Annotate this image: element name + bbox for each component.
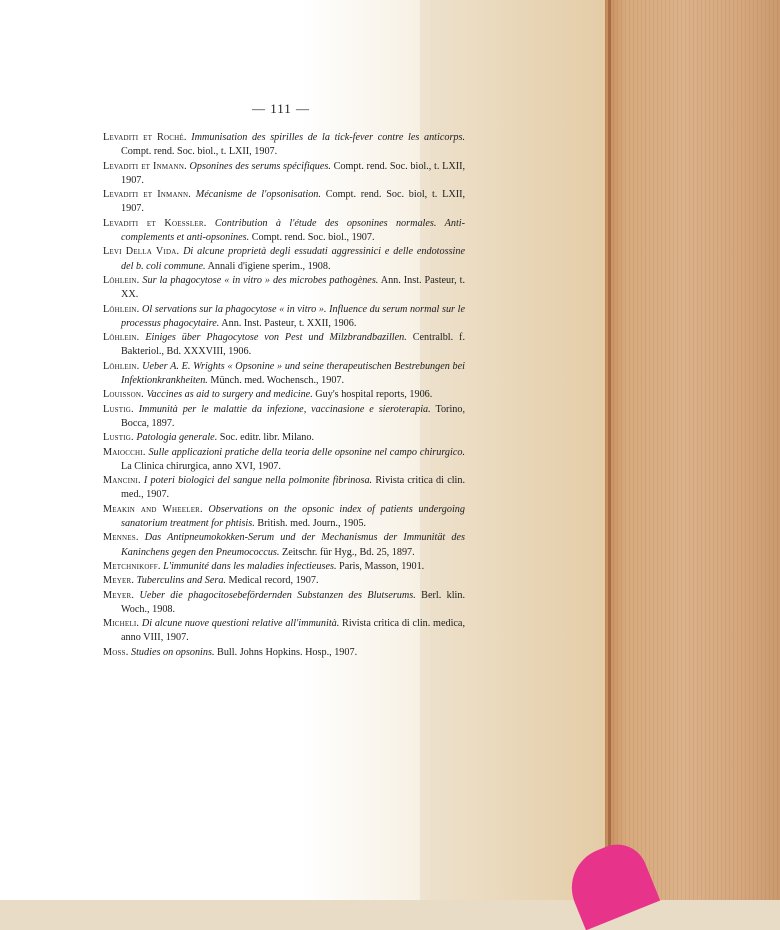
entry-source: Compt. rend. Soc. biol., t. LXII, 1907. xyxy=(121,160,466,186)
entry-title: Opsonines des serums spécifiques. xyxy=(189,160,331,172)
entry-source: Rivista critica di clin. medica, anno VIII, 1907. xyxy=(121,618,465,644)
entry-source: Rivista critica di clin. med., 1907. xyxy=(121,475,466,501)
entry-author: Louisson. xyxy=(103,389,144,401)
book-fore-edge xyxy=(605,0,780,900)
entry-author: Metchnikoff. xyxy=(103,560,161,572)
entry-author: Löhlein. xyxy=(103,332,140,344)
bibliography-entry xyxy=(103,245,465,274)
entry-source: Compt. rend. Soc. biol., t. LXII, 1907. xyxy=(121,146,278,158)
entry-source: Centralbl. f. Bakteriol., Bd. XXXVIII, 1906. xyxy=(121,332,465,358)
entry-title: Sulle applicazioni pratiche della teoria delle opsonine nel campo chirurgico. xyxy=(148,446,466,458)
entry-title: Das Antipneumokokken-Serum und der Mechanismus der Immunität des Kaninchens gegen den Pneumococcus. xyxy=(121,532,465,558)
entry-author: Maiocchi. xyxy=(103,446,146,458)
entry-source: Ann. Inst. Pasteur, t. XXII, 1906. xyxy=(221,317,357,329)
page-edge-line xyxy=(608,0,611,900)
entry-source: Berl. klin. Woch., 1908. xyxy=(121,589,466,615)
entry-title: L'immunité dans les maladies infectieuses. xyxy=(163,560,337,572)
entry-title: Sur la phagocytose « in vitro » des microbes pathogènes. xyxy=(142,274,379,286)
bibliography-entry xyxy=(103,617,465,646)
bibliography-entry xyxy=(103,303,465,332)
entry-title: Mécanisme de l'opsonisation. xyxy=(195,189,321,201)
entry-author: Levaditi et Inmann. xyxy=(103,160,187,172)
entry-author: Löhlein. xyxy=(103,274,140,286)
entry-author: Moss. xyxy=(103,646,129,658)
entry-source: Paris, Masson, 1901. xyxy=(339,560,425,572)
entry-source: Zeitschr. für Hyg., Bd. 25, 1897. xyxy=(281,546,415,558)
entry-source: Medical record, 1907. xyxy=(228,575,319,587)
entry-title: Immunisation des spirilles de la tick-fever contre les anticorps. xyxy=(191,132,466,143)
entry-source: Soc. editr. libr. Milano. xyxy=(219,432,315,444)
entry-title: Observations on the opsonic index of patients undergoing sanatorium treatment for phtisis. xyxy=(121,503,465,530)
entry-author: Micheli. xyxy=(103,618,140,630)
entry-title: I poteri biologici del sangue nella polmonite fibrinosa. xyxy=(143,475,373,487)
entry-author: Levaditi et Roché. xyxy=(103,132,187,143)
entry-author: Meakin and Wheeler. xyxy=(103,503,203,515)
entry-author: Mancini. xyxy=(103,475,141,487)
bibliography-list xyxy=(103,131,465,660)
bibliography-entry xyxy=(103,160,465,189)
entry-author: Levaditi et Inmann. xyxy=(103,189,191,201)
entry-title: Di alcune proprietà degli essudati aggressinici e delle endotossine del b. coli commune. xyxy=(121,246,465,272)
bibliography-entry xyxy=(103,360,465,389)
entry-author: Meyer. xyxy=(103,589,135,601)
entry-title: Contribution à l'étude des opsonines normales. Anti-complements et anti-opsonines. xyxy=(121,217,465,244)
bibliography-entry xyxy=(103,388,465,402)
entry-title: Einiges über Phagocytose von Pest und Milzbrandbazillen. xyxy=(145,332,407,344)
entry-source: Torino, Bocca, 1897. xyxy=(121,403,466,429)
bibliography-entry xyxy=(103,531,465,560)
bibliography-entry xyxy=(103,560,465,574)
entry-author: Levaditi et Koessler. xyxy=(103,217,207,229)
page-number: — 111 — xyxy=(252,101,311,116)
entry-title: Tuberculins and Sera. xyxy=(136,575,226,587)
entry-author: Levi Della Vida. xyxy=(103,246,180,258)
entry-author: Mennes. xyxy=(103,532,139,544)
bibliography-entry xyxy=(103,403,465,432)
bibliography-entry xyxy=(103,431,465,445)
entry-title: Immunità per le malattie da infezione, vaccinasione e sieroterapia. xyxy=(138,403,431,415)
entry-source: Bull. Johns Hopkins. Hosp., 1907. xyxy=(217,646,358,658)
bibliography-entry xyxy=(103,646,465,660)
entry-title: Studies on opsonins. xyxy=(131,646,215,658)
entry-source: Münch. med. Wochensch., 1907. xyxy=(210,375,345,387)
bibliography-entry xyxy=(103,131,465,160)
entry-title: Vaccines as aid to surgery and medicine. xyxy=(146,389,313,401)
entry-title: Ueber A. E. Wrights « Opsonine » und seine therapeutischen Bestrebungen bei Infektionkrankheiten. xyxy=(121,360,466,387)
entry-author: Lustig. xyxy=(103,403,134,415)
entry-author: Lustig. xyxy=(103,432,134,444)
entry-author: Meyer. xyxy=(103,575,135,587)
bibliography-entry xyxy=(103,217,465,246)
entry-source: Annali d'igiene sperim., 1908. xyxy=(207,260,331,272)
entry-source: La Clinica chirurgica, anno XVI, 1907. xyxy=(121,460,281,472)
entry-source: Ann. Inst. Pasteur, t. XX. xyxy=(121,274,465,301)
bibliography-entry xyxy=(103,589,465,618)
bibliography-entry xyxy=(103,574,465,588)
bibliography-entry xyxy=(103,274,465,303)
entry-source: Compt. rend. Soc. biol, t. LXII, 1907. xyxy=(121,189,466,215)
entry-source: Guy's hospital reports, 1906. xyxy=(315,389,433,401)
entry-author: Löhlein. xyxy=(103,360,140,372)
bibliography-entry xyxy=(103,331,465,360)
entry-title: Patologia generale. xyxy=(136,432,218,444)
entry-title: Ueber die phagocitosebefördernden Substanzen des Blutserums. xyxy=(139,589,416,601)
entry-title: Ol servations sur la phagocytose « in vitro ». Influence du serum normal sur le processus phagocytaire. xyxy=(121,303,465,329)
entry-author: Löhlein. xyxy=(103,303,140,315)
entry-source: British. med. Journ., 1905. xyxy=(257,518,366,530)
entry-title: Di alcune nuove questioni relative all'immunità. xyxy=(141,618,340,630)
bibliography-entry xyxy=(103,188,465,217)
bibliography-entry xyxy=(103,474,465,503)
bibliography-entry xyxy=(103,446,465,475)
entry-source: Compt. rend. Soc. biol., 1907. xyxy=(251,232,375,244)
bibliography-entry xyxy=(103,503,465,532)
